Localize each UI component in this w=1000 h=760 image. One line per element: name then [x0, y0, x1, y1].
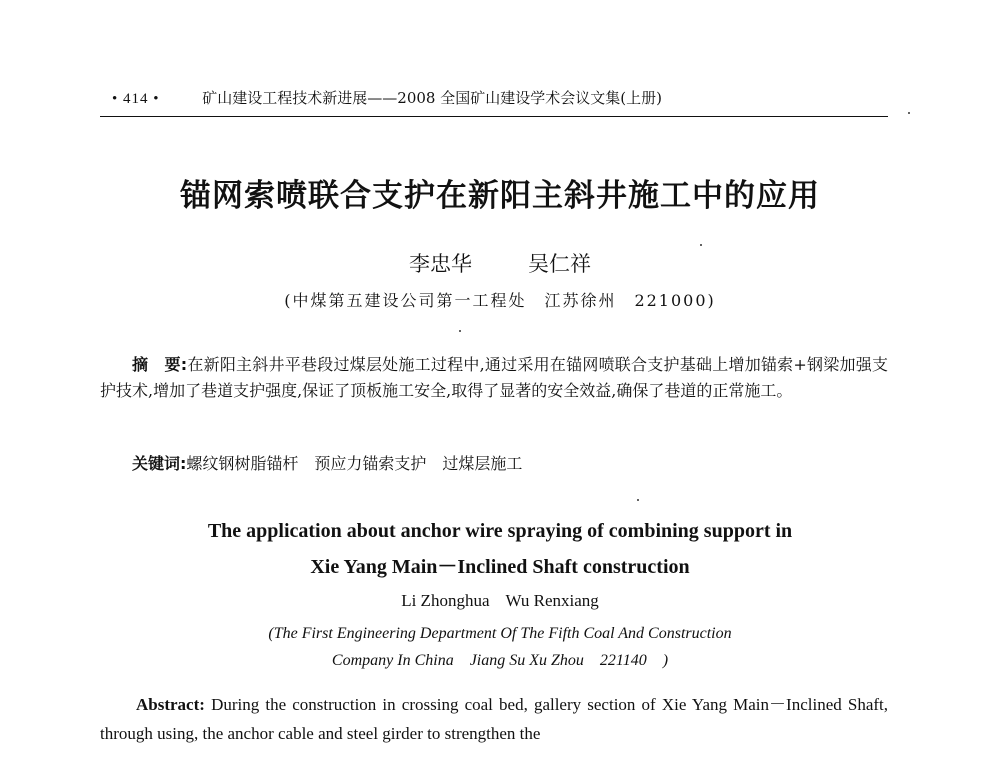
abstract-text-cn: 在新阳主斜井平巷段过煤层处施工过程中,通过采用在锚网喷联合支护基础上增加锚索+钢梁加强支护技术,增加了巷道支护强度,保证了顶板施工安全,取得了显著的安全效益,确保了巷道的正常施工。: [100, 355, 888, 400]
affiliation-en-line: Company In China Jiang Su Xu Zhou 221140 ): [331, 652, 669, 669]
author-list-cn: [0, 250, 1000, 278]
page-number: • 414 •: [112, 91, 160, 107]
affiliation-en-line: (The First Engineering Department Of The Fifth Coal And Construction: [268, 625, 732, 642]
running-header: [112, 88, 888, 109]
header-rule: [100, 116, 888, 117]
abstract-cn: [100, 352, 888, 404]
abstract-label-cn: 摘 要:: [132, 355, 188, 374]
paper-title-cn: 锚网索喷联合支护在新阳主斜井施工中的应用: [180, 178, 820, 214]
scan-speck: [700, 244, 702, 246]
abstract-text-en: During the construction in crossing coal bed, gallery section of Xie Yang Main－Inclined Shaft, through using, the anchor cable and steel girder to strengthen the: [100, 695, 888, 743]
journal-title: 矿山建设工程技术新进展——2008 全国矿山建设学术会议文集(上册): [202, 89, 662, 107]
paper-title-en: [0, 513, 1000, 585]
author-name-cn: 李忠华: [409, 252, 472, 276]
abstract-en: [100, 690, 888, 748]
keywords-label-cn: 关键词:: [132, 454, 187, 473]
author-name-cn: 吴仁祥: [528, 252, 591, 276]
scan-speck: [637, 499, 639, 501]
keywords-cn: [132, 452, 888, 476]
author-name-en: Wu Renxiang: [505, 591, 599, 610]
scan-speck: [908, 112, 910, 114]
affiliation-cn: (中煤第五建设公司第一工程处 江苏徐州 221000): [284, 291, 716, 310]
abstract-label-en: Abstract:: [136, 695, 205, 714]
author-list-en: [0, 589, 1000, 613]
author-name-en: Li Zhonghua: [401, 591, 490, 610]
affiliation-en: [0, 620, 1000, 674]
keywords-text-cn: 螺纹钢树脂锚杆 预应力锚索支护 过煤层施工: [186, 454, 523, 473]
title-en-line: The application about anchor wire spraying of combining support in: [207, 520, 793, 542]
scan-speck: [459, 330, 461, 332]
title-en-line: Xie Yang Main－Inclined Shaft construction: [310, 556, 690, 578]
